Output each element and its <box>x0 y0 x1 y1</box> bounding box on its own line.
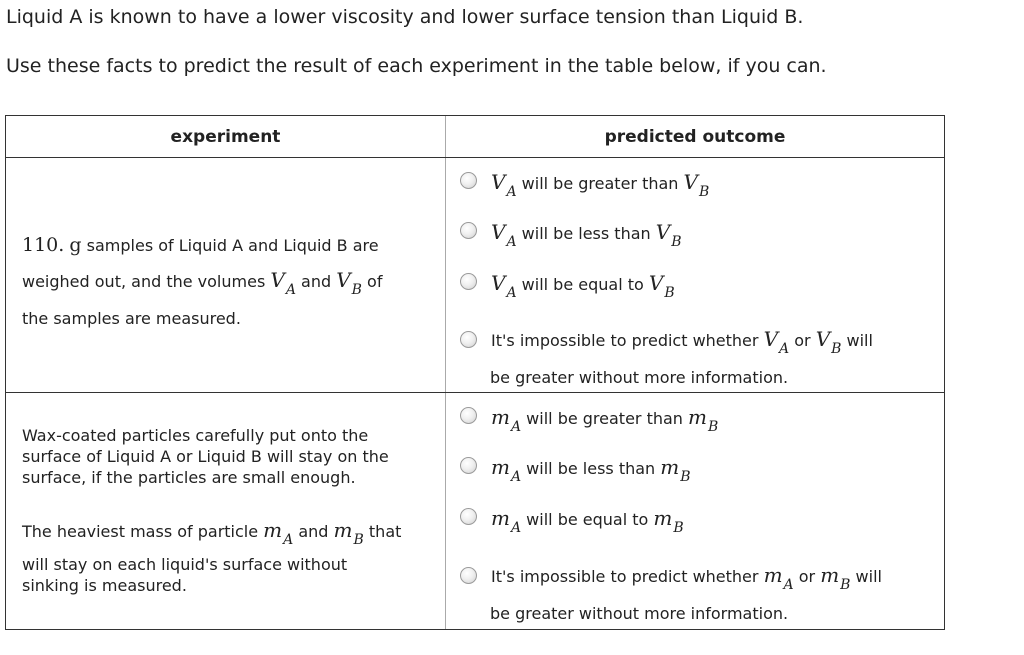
option-label: It's impossible to predict whether <box>491 331 764 350</box>
mass-value: 110. <box>22 234 65 256</box>
var-m: m <box>653 506 673 530</box>
sub-B: B <box>351 282 362 298</box>
radio-button[interactable] <box>460 508 477 525</box>
row2-option-impossible[interactable] <box>460 558 882 631</box>
radio-button[interactable] <box>460 457 477 474</box>
header-predicted-outcome: predicted outcome <box>604 127 786 147</box>
var-V: V <box>491 220 506 244</box>
option-label: will <box>841 331 873 350</box>
option-label: or <box>793 567 821 586</box>
sub-A: A <box>506 234 517 250</box>
option-label: will be greater than <box>516 174 684 193</box>
var-V: V <box>815 327 831 351</box>
row2-option-greater[interactable] <box>460 405 719 435</box>
mass-unit: g <box>69 234 82 256</box>
var-m: m <box>263 518 283 542</box>
sub-B: B <box>831 341 842 357</box>
header-divider <box>6 157 944 158</box>
sub-B: B <box>664 285 675 301</box>
row2-option-equal[interactable] <box>460 506 684 536</box>
var-m: m <box>491 506 510 530</box>
experiment-2-meas-1b: and <box>293 522 334 541</box>
row1-option-greater[interactable] <box>460 170 710 200</box>
experiment-2-meas-1c: that <box>363 522 402 541</box>
var-m: m <box>763 563 783 587</box>
var-m: m <box>491 405 510 429</box>
column-divider <box>445 116 446 629</box>
experiment-2-meas-1a: The heaviest mass of particle <box>22 522 264 541</box>
sub-B: B <box>673 520 684 536</box>
experiment-2-meas-3: sinking is measured. <box>22 576 187 595</box>
experiment-2-desc-1: Wax-coated particles carefully put onto the <box>22 426 369 445</box>
experiment-1-description <box>22 228 437 336</box>
var-V: V <box>655 220 671 244</box>
var-V: V <box>491 271 506 295</box>
var-V: V <box>683 170 698 194</box>
sub-B: B <box>680 469 691 485</box>
var-m: m <box>491 455 510 479</box>
experiment-2-desc-3: surface, if the particles are small enough. <box>22 468 356 487</box>
var-m: m <box>660 455 680 479</box>
sub-B: B <box>353 532 364 548</box>
radio-button[interactable] <box>460 222 477 239</box>
var-V: V <box>270 268 285 292</box>
experiment-2-description <box>22 425 437 488</box>
row1-option-less[interactable] <box>460 220 682 250</box>
sub-B: B <box>698 184 710 200</box>
experiment-table <box>5 115 945 630</box>
radio-button[interactable] <box>460 172 477 189</box>
experiment-2-measurement <box>22 517 437 596</box>
var-V: V <box>336 268 351 292</box>
sub-B: B <box>708 419 719 435</box>
sub-A: A <box>506 184 517 200</box>
experiment-1-text-1: samples of Liquid A and Liquid B are <box>81 236 379 255</box>
sub-B: B <box>671 234 682 250</box>
sub-A: A <box>506 285 517 301</box>
sub-A: A <box>779 341 790 357</box>
header-experiment: experiment <box>170 127 281 147</box>
experiment-1-text-2c: of <box>361 272 383 291</box>
sub-A: A <box>510 469 522 485</box>
radio-button[interactable] <box>460 273 477 290</box>
var-m: m <box>333 518 353 542</box>
option-label: will be equal to <box>521 510 654 529</box>
sub-A: A <box>285 282 296 298</box>
option-label: It's impossible to predict whether <box>491 567 764 586</box>
row1-option-equal[interactable] <box>460 271 675 301</box>
experiment-2-meas-2: will stay on each liquid's surface without <box>22 555 348 574</box>
option-label: will be less than <box>516 224 656 243</box>
sub-A: A <box>283 532 294 548</box>
experiment-1-text-3: the samples are measured. <box>22 309 241 328</box>
option-label-continued: be greater without more information. <box>490 604 789 623</box>
option-label-continued: be greater without more information. <box>490 368 789 387</box>
option-label: will be greater than <box>521 409 689 428</box>
sub-A: A <box>783 577 794 593</box>
var-m: m <box>820 563 840 587</box>
option-label: or <box>789 331 816 350</box>
sub-A: A <box>510 419 522 435</box>
radio-button[interactable] <box>460 331 477 348</box>
var-V: V <box>763 327 779 351</box>
var-V: V <box>491 170 506 194</box>
row2-option-less[interactable] <box>460 455 691 485</box>
radio-button[interactable] <box>460 407 477 424</box>
var-m: m <box>688 405 707 429</box>
radio-button[interactable] <box>460 567 477 584</box>
sub-B: B <box>840 577 851 593</box>
sub-A: A <box>510 520 522 536</box>
option-label: will be less than <box>521 459 661 478</box>
row1-option-impossible[interactable] <box>460 322 873 395</box>
var-V: V <box>648 271 664 295</box>
experiment-2-desc-2: surface of Liquid A or Liquid B will stay on the <box>22 447 389 466</box>
experiment-1-text-2a: weighed out, and the volumes <box>22 272 271 291</box>
intro-line-2: Use these facts to predict the result of each experiment in the table below, if you can. <box>6 55 827 77</box>
experiment-1-text-2b: and <box>295 272 337 291</box>
intro-line-1: Liquid A is known to have a lower viscosity and lower surface tension than Liquid B. <box>6 6 804 28</box>
option-label: will be equal to <box>516 275 649 294</box>
option-label: will <box>850 567 882 586</box>
